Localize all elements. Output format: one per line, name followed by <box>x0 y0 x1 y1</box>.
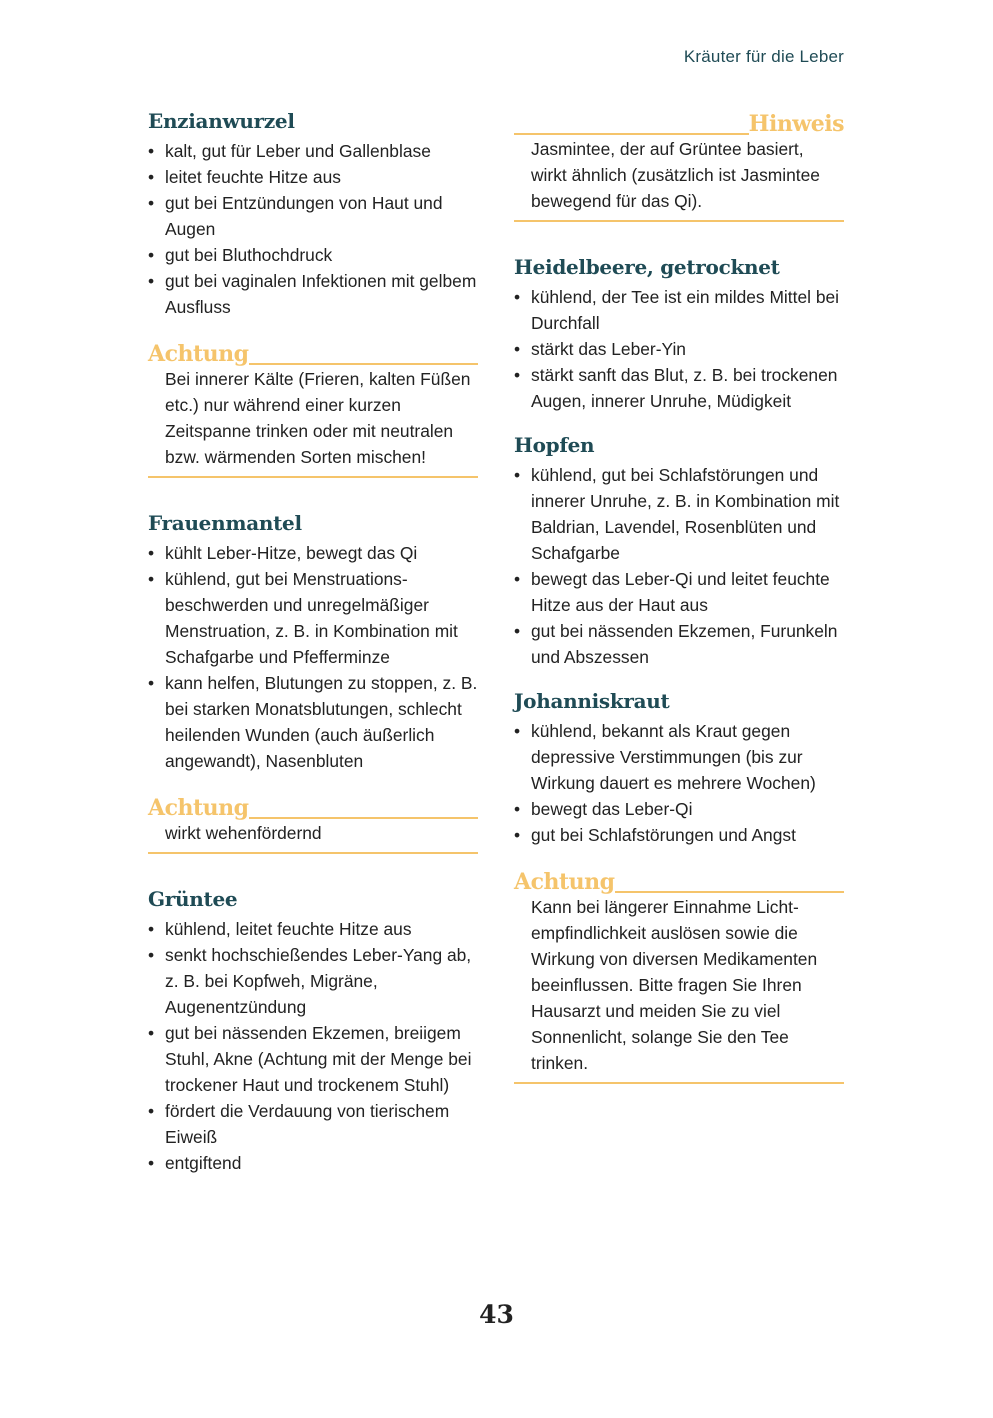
note-text: Bei innerer Kälte (Frieren, kalten Füßen etc.) nur während einer kurzen Zeitspanne trinken oder mit neutralen bzw. wärmenden Sorten mischen! <box>165 369 471 467</box>
list-item: • bewegt das Leber-Qi und leitet feuchte Hitze aus der Haut aus <box>514 566 844 618</box>
herb-title: Grüntee <box>148 887 238 911</box>
bullet-list <box>148 916 478 1176</box>
bullet-list <box>514 462 844 670</box>
herb-gruentee <box>148 886 478 1176</box>
bullet-list <box>148 540 478 774</box>
list-item: • gut bei vaginalen Infektionen mit gelbem Ausfluss <box>148 268 478 320</box>
warning-box <box>514 866 844 1084</box>
bullet-list <box>514 284 844 414</box>
list-item: • stärkt das Leber-Yin <box>514 336 844 362</box>
note-label: Achtung <box>148 795 249 821</box>
list-item: • stärkt sanft das Blut, z. B. bei trockenen Augen, innerer Unruhe, Müdigkeit <box>514 362 844 414</box>
list-item: • gut bei Bluthochdruck <box>148 242 478 268</box>
list-item: • gut bei Entzündungen von Haut und Augen <box>148 190 478 242</box>
note-text: wirkt wehenfördernd <box>165 823 322 843</box>
list-item: • kühlend, gut bei Menstruationsbeschwerden und unregelmäßiger Menstruation, z. B. in Kombination mit Schafgarbe und Pfefferminze <box>148 566 478 670</box>
note-text: Kann bei längerer Einnahme Lichtempfindlichkeit auslösen sowie die Wirkung von diversen Medikamenten beeinflussen. Bitte fragen Sie Ihren Hausarzt und meiden Sie zu viel Sonnenlicht, solange Sie den Tee trinken. <box>531 897 818 1073</box>
note-text: Jasmintee, der auf Grüntee basiert, wirkt ähnlich (zusätzlich ist Jasmintee bewegend für das Qi). <box>531 139 820 211</box>
hint-box <box>514 108 844 222</box>
divider <box>514 133 749 135</box>
list-item: • leitet feuchte Hitze aus <box>148 164 478 190</box>
herb-title: Johanniskraut <box>514 689 670 713</box>
divider <box>249 363 479 365</box>
list-item: • fördert die Verdauung von tierischem Eiweiß <box>148 1098 478 1150</box>
right-column <box>514 108 844 1116</box>
note-label: Achtung <box>148 341 249 367</box>
left-column <box>148 108 478 1194</box>
warning-box <box>148 338 478 478</box>
running-head: Kräuter für die Leber <box>683 47 844 66</box>
bullet-list <box>514 718 844 848</box>
herb-frauenmantel <box>148 510 478 774</box>
list-item: • kühlend, der Tee ist ein mildes Mittel bei Durchfall <box>514 284 844 336</box>
list-item: • kühlend, gut bei Schlafstörungen und innerer Unruhe, z. B. in Kombination mit Baldrian, Lavendel, Rosenblüten und Schafgarbe <box>514 462 844 566</box>
list-item: • entgiftend <box>148 1150 478 1176</box>
list-item: • senkt hochschießendes Leber-Yang ab, z. B. bei Kopfweh, Migräne, Augenentzündung <box>148 942 478 1020</box>
list-item: • kühlt Leber-Hitze, bewegt das Qi <box>148 540 478 566</box>
list-item: • bewegt das Leber-Qi <box>514 796 844 822</box>
herb-title: Heidelbeere, getrocknet <box>514 255 780 279</box>
note-header <box>148 338 478 366</box>
divider <box>249 817 479 819</box>
divider <box>615 891 845 893</box>
list-item: • kann helfen, Blutungen zu stoppen, z. B. bei starken Monatsblutungen, schlecht heilenden Wunden (auch äußerlich angewandt), Nasenbluten <box>148 670 478 774</box>
note-header <box>148 792 478 820</box>
list-item: • gut bei Schlafstörungen und Angst <box>514 822 844 848</box>
page-number: 43 <box>479 1300 514 1329</box>
warning-box <box>148 792 478 854</box>
herb-enzianwurzel <box>148 108 478 320</box>
note-header <box>514 108 844 136</box>
herb-title: Hopfen <box>514 433 595 457</box>
herb-title: Enzianwurzel <box>148 109 295 133</box>
list-item: • kühlend, leitet feuchte Hitze aus <box>148 916 478 942</box>
note-label: Hinweis <box>748 111 844 137</box>
list-item: • gut bei nässenden Ekzemen, breiigem Stuhl, Akne (Achtung mit der Menge bei trockener Haut und trockenem Stuhl) <box>148 1020 478 1098</box>
bullet-list <box>148 138 478 320</box>
herb-title: Frauenmantel <box>148 511 302 535</box>
herb-heidelbeere <box>514 254 844 414</box>
list-item: • kühlend, bekannt als Kraut gegen depressive Verstimmungen (bis zur Wirkung dauert es mehrere Wochen) <box>514 718 844 796</box>
list-item: • gut bei nässenden Ekzemen, Furunkeln und Abszessen <box>514 618 844 670</box>
list-item: • kalt, gut für Leber und Gallenblase <box>148 138 478 164</box>
herb-johanniskraut <box>514 688 844 848</box>
note-label: Achtung <box>514 869 615 895</box>
note-header <box>514 866 844 894</box>
herb-hopfen <box>514 432 844 670</box>
